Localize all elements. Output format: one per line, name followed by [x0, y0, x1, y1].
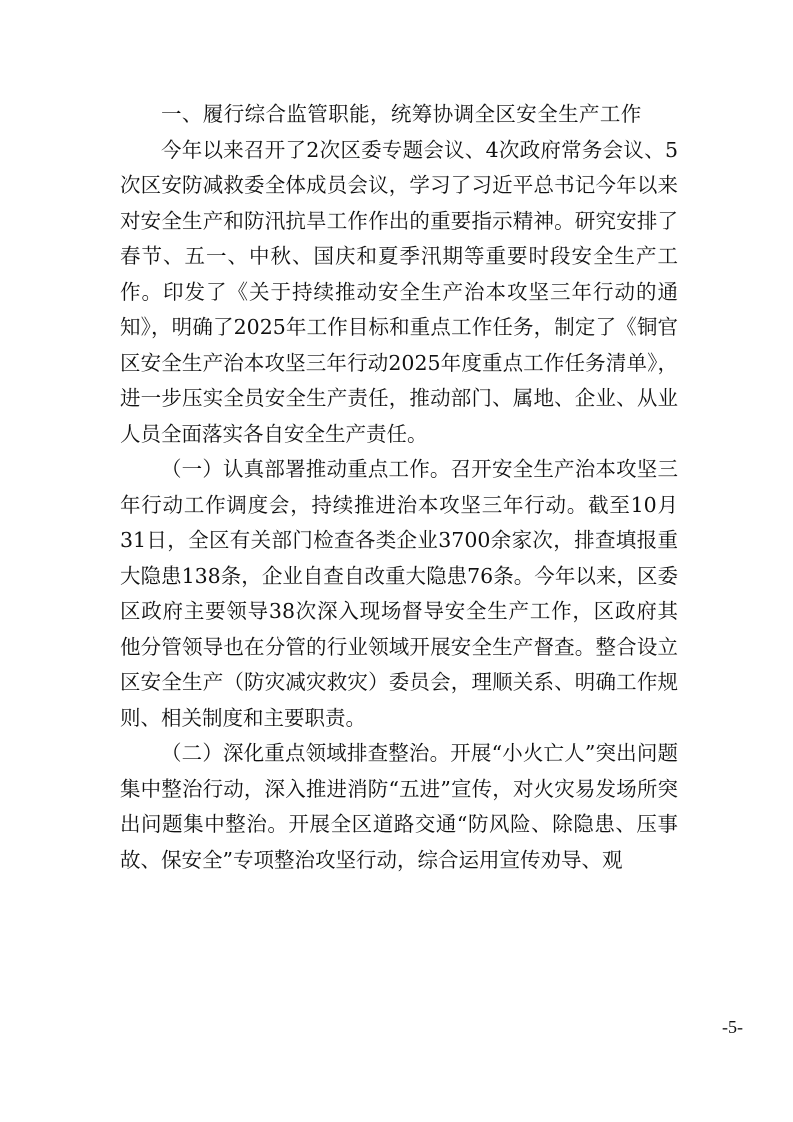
page-number: -5- — [722, 1017, 743, 1037]
paragraph-deploy-key-work: （一）认真部署推动重点工作。召开安全生产治本攻坚三年行动工作调度会，持续推进治本攻坚三年行动。截至10月31日，全区有关部门检查各类企业3700余家次，排查填报重大隐患138条，企业自查自改重大隐患76条。今年以来，区委区政府主要领导38次深入现场督导安全生产工作，区政府其他分管领导也在分管的行业领域开展安全生产督查。整合设立区安全生产（防灾减灾救灾）委员会，理顺关系、明确工作规则、相关制度和主要职责。 — [120, 457, 678, 730]
paragraph-intro: 今年以来召开了2次区委专题会议、4次政府常务会议、5次区安防减救委全体成员会议，学习了习近平总书记今年以来对安全生产和防汛抗旱工作作出的重要指示精神。研究安排了春节、五一、中秋、国庆和夏季汛期等重要时段安全生产工作。印发了《关于持续推动安全生产治本攻坚三年行动的通知》，明确了2025年工作目标和重点工作任务，制定了《铜官区安全生产治本攻坚三年行动2025年度重点工作任务清单》，进一步压实全员安全生产责任，推动部门、属地、企业、从业人员全面落实各自安全生产责任。 — [120, 137, 678, 446]
paragraph-rectification: （二）深化重点领域排查整治。开展“小火亡人”突出问题集中整治行动，深入推进消防“五进”宣传，对火灾易发场所突出问题集中整治。开展全区道路交通“防风险、除隐患、压事故、保安全”专项整治攻坚行动，综合运用宣传劝导、观 — [120, 741, 678, 872]
section-heading: 一、履行综合监管职能，统筹协调全区安全生产工作 — [161, 102, 642, 126]
document-body — [120, 97, 678, 878]
